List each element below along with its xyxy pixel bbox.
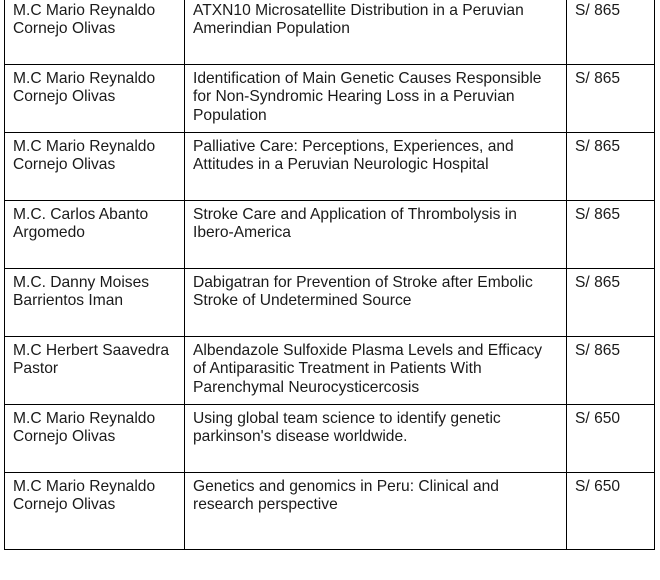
table-row [5, 405, 655, 473]
amount-cell: S/ 650 [567, 473, 655, 550]
amount-cell: S/ 865 [567, 201, 655, 269]
table-row [5, 473, 655, 550]
project-title-cell: Genetics and genomics in Peru: Clinical and research perspective [185, 473, 567, 550]
amount-cell: S/ 865 [567, 65, 655, 133]
table-row [5, 65, 655, 133]
project-title-cell: Dabigatran for Prevention of Stroke after Embolic Stroke of Undetermined Source [185, 269, 567, 337]
table-row [5, 269, 655, 337]
project-title-cell: Using global team science to identify genetic parkinson's disease worldwide. [185, 405, 567, 473]
author-cell: M.C. Carlos Abanto Argomedo [5, 201, 185, 269]
amount-cell: S/ 865 [567, 0, 655, 65]
author-cell: M.C Mario Reynaldo Cornejo Olivas [5, 473, 185, 550]
project-title-cell: Stroke Care and Application of Thrombolysis in Ibero-America [185, 201, 567, 269]
amount-cell: S/ 865 [567, 269, 655, 337]
project-title-cell: Albendazole Sulfoxide Plasma Levels and Efficacy of Antiparasitic Treatment in Patients With Parenchymal Neurocysticercosis [185, 337, 567, 405]
table-row [5, 201, 655, 269]
amount-cell: S/ 650 [567, 405, 655, 473]
author-cell: M.C Herbert Saavedra Pastor [5, 337, 185, 405]
author-cell: M.C Mario Reynaldo Cornejo Olivas [5, 133, 185, 201]
author-cell: M.C Mario Reynaldo Cornejo Olivas [5, 405, 185, 473]
author-cell: M.C Mario Reynaldo Cornejo Olivas [5, 0, 185, 65]
project-title-cell: ATXN10 Microsatellite Distribution in a Peruvian Amerindian Population [185, 0, 567, 65]
table-row [5, 133, 655, 201]
project-title-cell: Palliative Care: Perceptions, Experiences, and Attitudes in a Peruvian Neurologic Hospital [185, 133, 567, 201]
author-cell: M.C. Danny Moises Barrientos Iman [5, 269, 185, 337]
author-cell: M.C Mario Reynaldo Cornejo Olivas [5, 65, 185, 133]
amount-cell: S/ 865 [567, 337, 655, 405]
project-title-cell: Identification of Main Genetic Causes Responsible for Non-Syndromic Hearing Loss in a Peruvian Population [185, 65, 567, 133]
amount-cell: S/ 865 [567, 133, 655, 201]
table-row [5, 0, 655, 65]
research-funding-table [4, 0, 655, 550]
table-row [5, 337, 655, 405]
